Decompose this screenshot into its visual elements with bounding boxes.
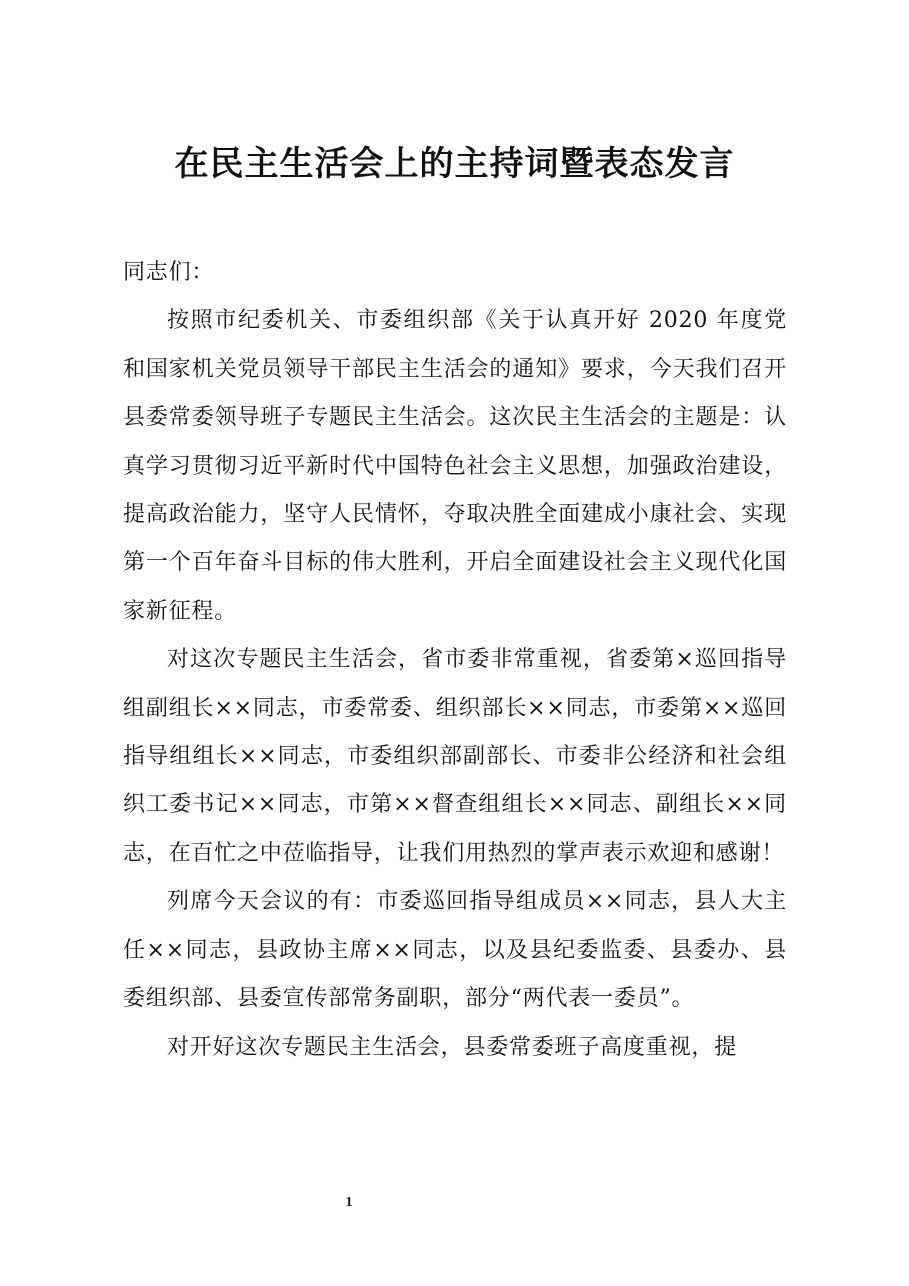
page-number: 1: [345, 1195, 353, 1210]
paragraph: 列席今天会议的有：市委巡回指导组成员××同志，县人大主任××同志，县政协主席××同志，以及县纪委监委、县委办、县委组织部、县委宣传部常务副职，部分“两代表一委员”。: [123, 889, 787, 1012]
paragraph: 对这次专题民主生活会，省市委非常重视，省委第×巡回指导组副组长××同志，市委常委、组织部长××同志，市委第××巡回指导组组长××同志，市委组织部副部长、市委非公经济和社会组织工委书记××同志，市第××督查组组长××同志、副组长××同志，在百忙之中莅临指导，让我们用热烈的掌声表示欢迎和感谢！: [123, 647, 787, 866]
paragraph: 对开好这次专题民主生活会，县委常委班子高度重视，提: [167, 1034, 738, 1060]
paragraph: 按照市纪委机关、市委组织部《关于认真开好 2020 年度党和国家机关党员领导干部民主生活会的通知》要求，今天我们召开县委常委领导班子专题民主生活会。这次民主生活会的主题是：认真学习贯彻习近平新时代中国特色社会主义思想，加强政治建设，提高政治能力，坚守人民情怀，夺取决胜全面建成小康社会、实现第一个百年奋斗目标的伟大胜利，开启全面建设社会主义现代化国家新征程。: [123, 308, 787, 624]
salutation: 同志们：: [123, 260, 215, 285]
document-title: 在民主生活会上的主持词暨表态发言: [174, 144, 735, 184]
document-body: [123, 249, 787, 1072]
